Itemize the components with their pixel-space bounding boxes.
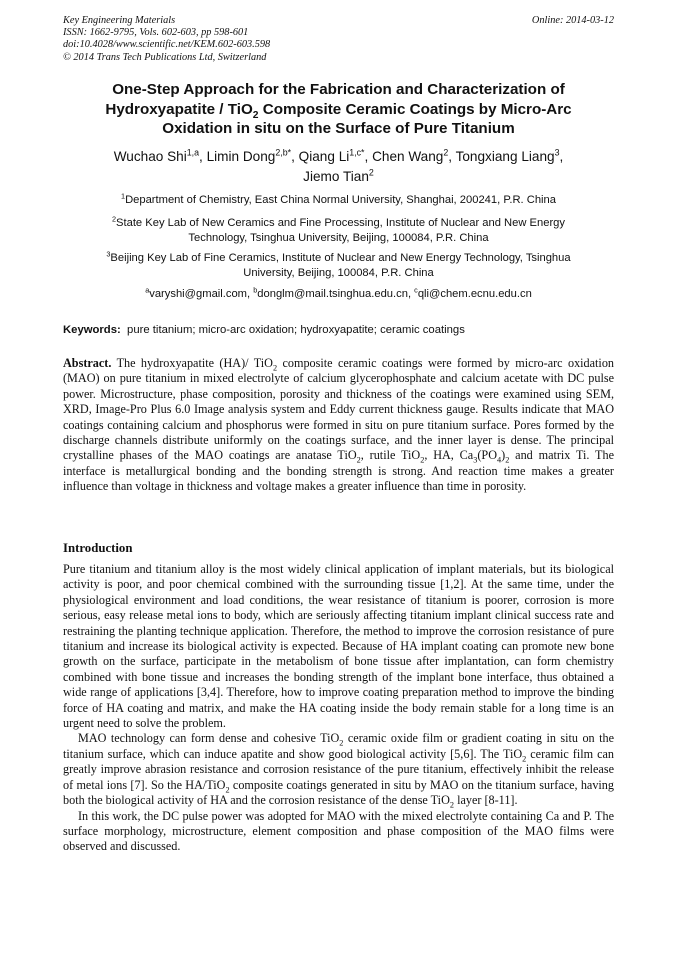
- author-separator: ,: [291, 149, 299, 164]
- subscript: 2: [505, 455, 510, 465]
- author-affiliation-mark: 2: [443, 147, 449, 158]
- keywords-label: Keywords:: [63, 324, 121, 336]
- subscript: 2: [449, 800, 455, 810]
- keywords: [63, 323, 614, 338]
- subscript: 2: [272, 363, 278, 373]
- affiliation-1: [63, 193, 614, 208]
- author-name: Jiemo Tian: [303, 168, 369, 184]
- affiliation-mark: 1: [121, 191, 126, 201]
- author-separator: ,: [448, 149, 456, 164]
- keywords-text: pure titanium; micro-arc oxidation; hydroxyapatite; ceramic coatings: [127, 324, 465, 336]
- author-name: Qiang Li: [298, 149, 350, 164]
- subscript: 2: [339, 738, 344, 748]
- title-text: Hydroxyapatite / TiO: [105, 100, 253, 118]
- author-name: Wuchao Shi: [113, 149, 187, 164]
- author-list: [63, 147, 614, 186]
- author-separator: ,: [559, 149, 564, 164]
- author-name: Tongxiang Liang: [455, 149, 555, 164]
- email-mark: c: [414, 285, 418, 295]
- abstract: [63, 356, 614, 495]
- subscript: 2: [420, 455, 425, 465]
- paragraph-text: ceramic film can greatly improve abrasion resistance and corrosion resistance of the pure titanium, effectively inhibit the release of metal ions [7]. So the HA/TiO: [63, 746, 614, 792]
- affiliation-text: State Key Lab of New Ceramics and Fine Processing, Institute of Nuclear and New Energy: [116, 217, 565, 229]
- email-mark: b: [253, 285, 258, 295]
- introduction-body: [63, 562, 614, 855]
- journal-name: Key Engineering Materials: [63, 15, 176, 26]
- abstract-label: Abstract.: [63, 356, 112, 370]
- author-line-2: [63, 167, 614, 187]
- doi-line: doi:10.4028/www.scientific.net/KEM.602-603.598: [63, 39, 271, 51]
- subscript: 2: [252, 109, 259, 121]
- author-affiliation-mark: 1,c*: [349, 147, 365, 158]
- journal-header: [63, 15, 270, 64]
- introduction-heading: Introduction: [63, 541, 133, 555]
- author-separator: ,: [364, 149, 373, 164]
- affiliation-text: University, Beijing, 100084, P.R. China: [243, 267, 434, 280]
- paragraph: In this work, the DC pulse power was adopted for MAO with the mixed electrolyte containing Ca and P. The surface morphology, microstructure, element composition and phase composition of the MAO films were observed and discussed.: [63, 808, 614, 854]
- author-affiliation-mark: 1,a: [186, 147, 200, 158]
- abstract-text: , HA, Ca: [424, 448, 474, 463]
- paragraph-text: composite coatings generated in situ by MAO on the titanium surface, having both the biological activity of HA and the corrosion resistance of the dense TiO: [63, 777, 614, 808]
- author-affiliation-mark: 3: [554, 147, 560, 158]
- paragraph-text: layer [8-11].: [454, 793, 518, 808]
- affiliation-3: [63, 251, 614, 281]
- abstract-text: and matrix Ti. The interface is metallurgical bonding and the bonding strength is strong. And reaction time makes a greater influence than voltage in thickness and voltage makes a greater influence than time in porosity.: [63, 448, 614, 494]
- abstract-text: composite ceramic coatings were formed by micro-arc oxidation (MAO) on pure titanium in mixed electrolyte of calcium glycerophosphate and calcium acetate with DC pulse power. Microstructure, phase composition, porosity and thickness of the coatings were examined using SEM, XRD, Image-Pro Plus 6.0 Image analysis system and Eddy current thickness gauge. Results indicate that MAO coatings containing calcium and phosphorus were formed in situ on pure titanium surface. Pores formed by the discharge channels distribute uniformly on the coatings surface, and the inner layer is dense. The principal crystalline phases of the MAO coatings are anatase TiO: [63, 356, 615, 463]
- email-link[interactable]: qli@chem.ecnu.edu.cn: [417, 288, 532, 300]
- paragraph-text: MAO technology can form dense and cohesive TiO: [78, 731, 340, 746]
- online-date: Online: 2014-03-12: [531, 15, 614, 26]
- title-line-3: Oxidation in situ on the Surface of Pure Titanium: [162, 120, 515, 137]
- author-affiliation-mark: 2,b*: [275, 147, 292, 158]
- subscript: 4: [497, 455, 502, 465]
- author-line-1: [63, 147, 614, 167]
- abstract-text: ): [501, 448, 506, 463]
- abstract-text: , rutile TiO: [360, 448, 421, 463]
- email-link[interactable]: varyshi@gmail.com,: [149, 288, 254, 300]
- paragraph: Pure titanium and titanium alloy is the most widely clinical application of implant materials, but its biological activity is poor, and poor chemical combined with the surrounding tissue [1,2]. At the same time, under the physiological environment and load conditions, the wear resistance of titanium is poorer, corrosion is more serious, easy release metal ions to body, which are seriously affecting titanium implant clinical success rate and restraining the planting technique application. Therefore, the method to improve the corrosion resistance of pure titanium and increase its biological activity is expected. Because of HA implant coating can promote new bone growth on the surface, participate in the metabolism of bone tissue after implantation, can form chemistry combined with bone tissue and increases the bonding strength of the implant bone interface, thus obtained a wide range of applications [3,4]. Therefore, how to improve coating preparation method to improve the binding force of HA coating and matrix, and make the HA coating inside the body remain stable for a long time is an urgent need to solve the problem.: [63, 562, 614, 731]
- author-separator: ,: [199, 149, 207, 164]
- title-line-1: One-Step Approach for the Fabrication and Characterization of: [112, 81, 565, 98]
- email-list: [63, 287, 614, 302]
- copyright-line: © 2014 Trans Tech Publications Ltd, Switzerland: [63, 51, 267, 63]
- email-link[interactable]: donglm@mail.tsinghua.edu.cn,: [257, 288, 415, 300]
- paragraph-text: ceramic oxide film or gradient coating in situ on the titanium surface, which can induce apatite and show good biological activity [5,6]. The TiO: [63, 731, 614, 761]
- affiliation-text: Department of Chemistry, East China Normal University, Shanghai, 200241, P.R. China: [125, 194, 556, 206]
- subscript: 2: [225, 785, 230, 795]
- subscript: 3: [473, 455, 478, 465]
- abstract-text: The hydroxyapatite (HA)/ TiO: [111, 356, 273, 370]
- title-line-2: [63, 100, 614, 120]
- affiliation-text: Technology, Tsinghua University, Beijing, 100084, P.R. China: [188, 232, 489, 245]
- author-affiliation-mark: 2: [368, 166, 374, 177]
- subscript: 2: [522, 754, 527, 764]
- affiliation-2: [63, 216, 614, 246]
- paper-title: [63, 80, 614, 139]
- affiliation-text: Beijing Key Lab of Fine Ceramics, Institute of Nuclear and New Energy Technology, Tsinghua: [110, 252, 571, 264]
- author-name: Limin Dong: [206, 149, 276, 164]
- abstract-text: (PO: [477, 448, 497, 463]
- affiliation-mark: 2: [111, 214, 117, 224]
- title-text: Composite Ceramic Coatings by Micro-Arc: [258, 100, 572, 118]
- email-mark: a: [145, 285, 150, 295]
- subscript: 2: [356, 455, 361, 465]
- author-name: Chen Wang: [372, 149, 444, 164]
- issn-line: ISSN: 1662-9795, Vols. 602-603, pp 598-601: [63, 27, 249, 39]
- paragraph: [63, 731, 614, 808]
- affiliation-mark: 3: [106, 249, 111, 259]
